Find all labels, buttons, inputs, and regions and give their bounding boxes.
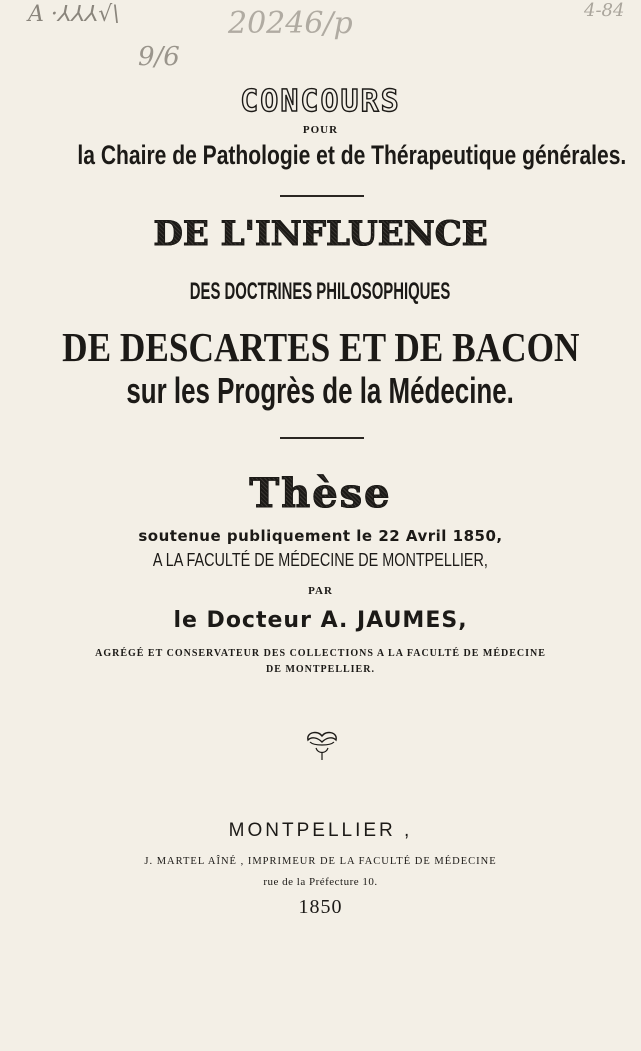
divider-top [280, 195, 364, 197]
soutenue-line: soutenue publiquement le 22 Avril 1850, [138, 527, 503, 545]
role-line-1: AGRÉGÉ ET CONSERVATEUR DES COLLECTIONS A LA FACULTÉ DE MÉDECINE [95, 648, 546, 659]
handwritten-fraction: 9/6 [138, 42, 180, 72]
descartes-text: DE DESCARTES ET DE BACON [61, 324, 580, 370]
chaire-text: la Chaire de Pathologie et de Thérapeutique générales. [77, 140, 627, 170]
author-line: le Docteur A. JAUMES, [173, 608, 468, 633]
concours-heading [0, 84, 641, 119]
title-descartes [0, 323, 641, 371]
chaire-line [0, 140, 641, 171]
par-label: PAR [308, 585, 333, 597]
divider-middle [280, 437, 364, 439]
these-text: Thèse [249, 470, 392, 517]
concours-text: CONCOURS [240, 84, 401, 119]
progres-text: sur les Progrès de la Médecine. [126, 370, 515, 411]
handwritten-note-left: A ·⅄⅄⅄√\ [28, 2, 120, 27]
title-doctrines [0, 278, 641, 306]
city-line: MONTPELLIER , [228, 820, 413, 841]
title-progres [0, 370, 641, 412]
pour-label: POUR [302, 124, 339, 136]
faculte-line [0, 550, 641, 571]
influence-text: DE L'INFLUENCE [153, 214, 488, 254]
printer-line: J. MARTEL AÎNÉ , IMPRIMEUR DE LA FACULTÉ DE MÉDECINE [144, 856, 497, 867]
year-line: 1850 [298, 896, 343, 918]
address-line: rue de la Préfecture 10. [263, 876, 378, 888]
handwritten-note-right: 4-84 [584, 0, 625, 21]
doctrines-text: DES DOCTRINES PHILOSOPHIQUES [190, 278, 451, 305]
title-influence [0, 214, 641, 254]
handwritten-shelfmark: 20246/p [228, 6, 353, 41]
faculte-text: A LA FACULTÉ DE MÉDECINE DE MONTPELLIER, [152, 550, 489, 570]
printer-ornament-icon [304, 728, 340, 762]
these-heading [0, 470, 641, 517]
role-line-2: DE MONTPELLIER. [266, 664, 375, 675]
